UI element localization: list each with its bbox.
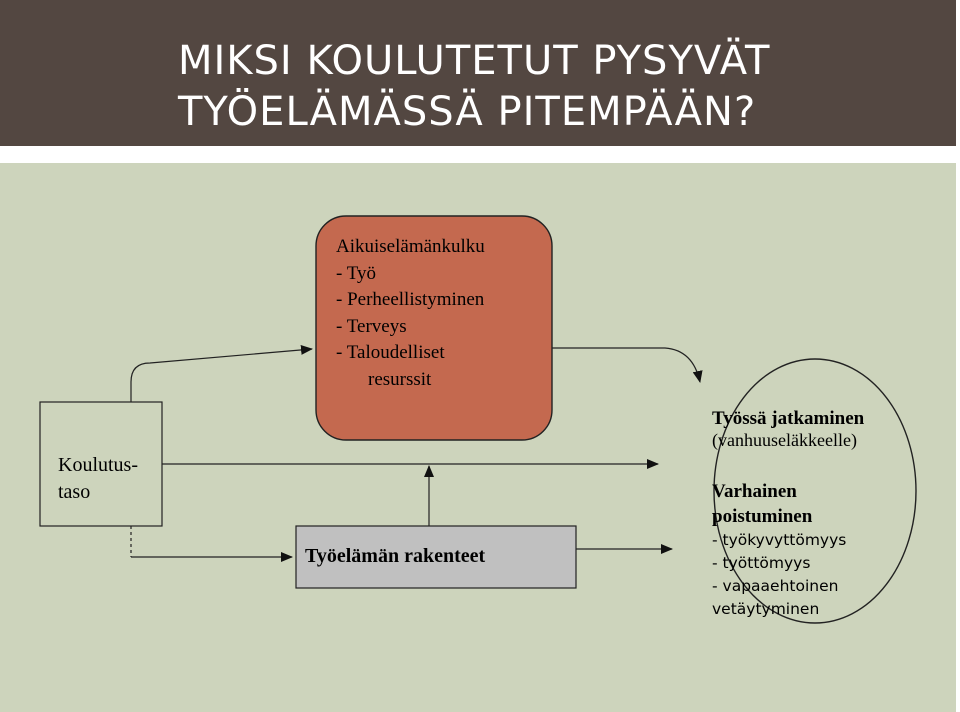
education-label-line-2: taso — [58, 481, 91, 503]
adult-life-to-outcome-arrow — [552, 348, 700, 382]
adult-life-item: - Taloudelliset — [336, 342, 445, 363]
education-to-adult-life-connector — [131, 349, 312, 402]
adult-life-item: - Perheellistyminen — [336, 289, 485, 310]
adult-life-heading: Aikuiselämänkulku — [336, 236, 485, 257]
early-heading-1: Varhainen — [712, 481, 797, 502]
outcome-text — [712, 408, 864, 623]
education-label-line-1: Koulutus- — [58, 454, 138, 476]
adult-life-item: resurssit — [368, 368, 432, 390]
early-item: vetäytyminen — [712, 600, 820, 618]
early-item: - työttömyys — [712, 554, 811, 572]
adult-life-item: - Työ — [336, 262, 377, 284]
title-line-2: TYÖELÄMÄSSÄ PITEMPÄÄN? — [178, 89, 757, 135]
structures-label: Työelämän rakenteet — [305, 545, 486, 567]
adult-life-text — [336, 236, 485, 395]
early-heading-2: poistuminen — [712, 506, 813, 527]
continue-subtitle: (vanhuuseläkkeelle) — [712, 430, 857, 450]
early-item: - työkyvyttömyys — [712, 531, 847, 549]
title-line-1: MIKSI KOULUTETUT PYSYVÄT — [178, 38, 771, 84]
early-item: - vapaaehtoinen — [712, 577, 839, 595]
education-label — [58, 452, 138, 506]
continue-heading: Työssä jatkaminen — [712, 408, 865, 429]
adult-life-item: - Terveys — [336, 315, 407, 337]
